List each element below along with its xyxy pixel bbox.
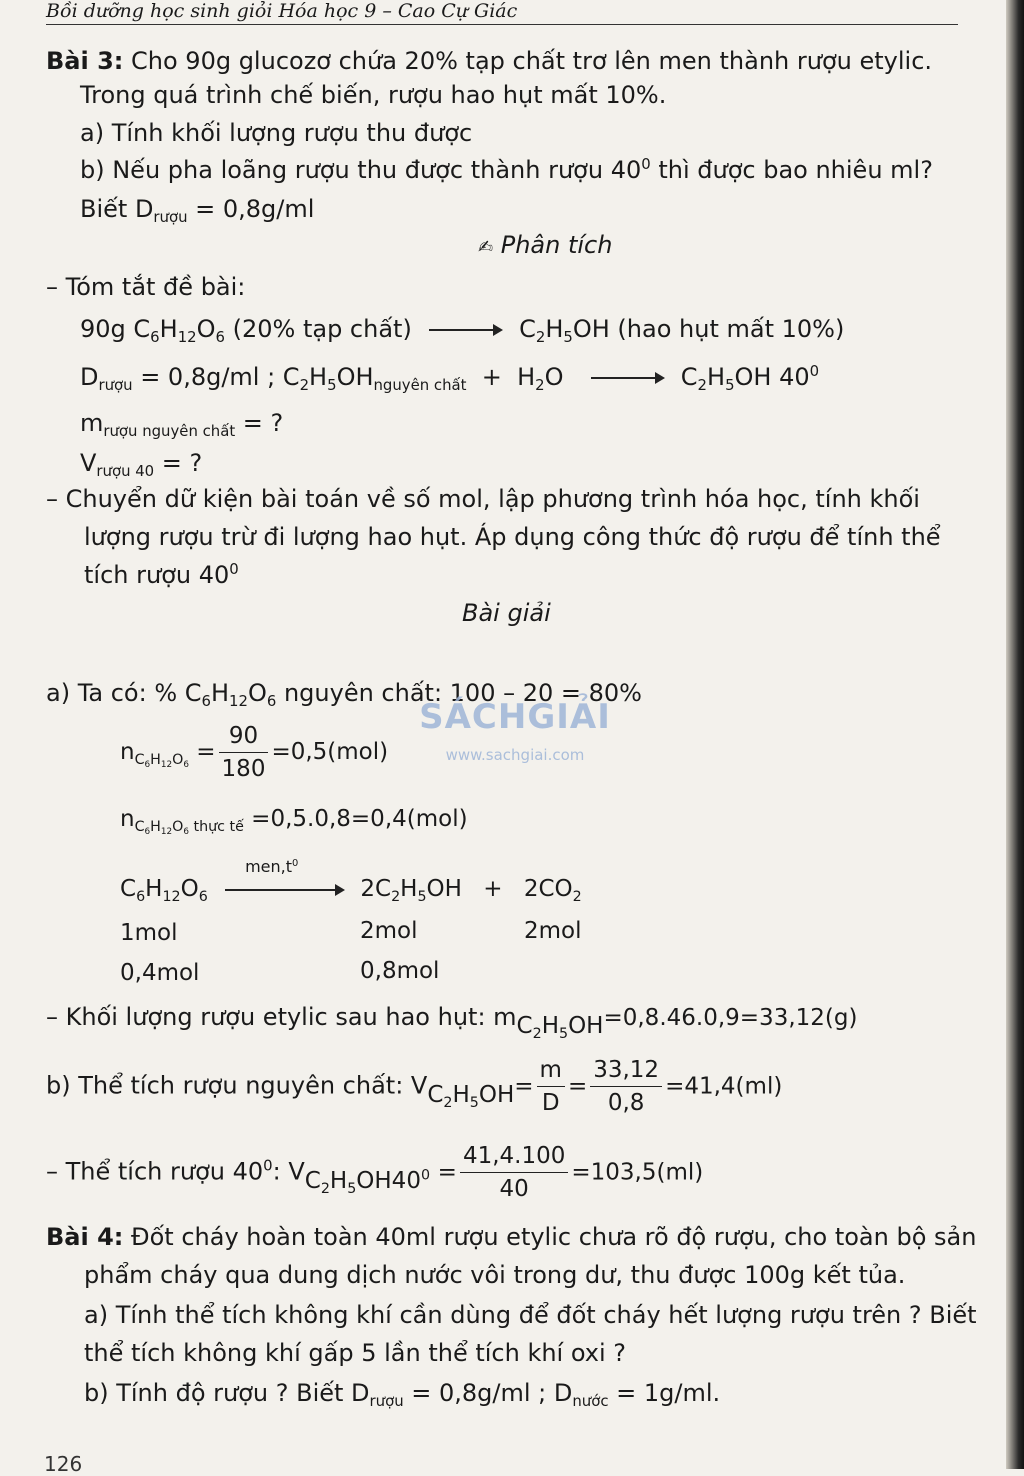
b-d: D bbox=[541, 1090, 560, 1116]
watermark-url: www.sachgiai.com bbox=[445, 746, 585, 764]
mass-pre: – Khối lượng rượu etylic sau hao hụt: m bbox=[46, 1003, 517, 1031]
solution-title: Bài giải bbox=[462, 599, 551, 627]
p3-sup: 0 bbox=[229, 560, 239, 579]
page-number: 126 bbox=[44, 1452, 83, 1476]
n2-result: =0,5.0,8=0,4(mol) bbox=[251, 806, 468, 832]
rx-arrow-wrap bbox=[215, 857, 353, 904]
m-post: = ? bbox=[235, 409, 284, 437]
rx-condition bbox=[245, 852, 298, 882]
bai3-line2: Trong quá trình chế biến, rượu hao hụt mất 10%. bbox=[80, 81, 667, 109]
summary-volume bbox=[80, 448, 203, 481]
bai4-question-b: b) Tính độ rượu ? Biết $D_{rượu} = 0,8g/ml$ ; $D_{nước} = 1g/ml$. bbox=[84, 1379, 721, 1411]
watermark-logo: SÁCHGIẢI bbox=[419, 697, 611, 737]
analysis-title: Phân tích bbox=[500, 231, 613, 259]
c-sup: 0 bbox=[263, 1156, 273, 1175]
summary-line2 bbox=[80, 362, 820, 395]
density-sub: rượu bbox=[153, 208, 188, 227]
bai4-text1: Đốt cháy hoàn toàn 40ml rượu etylic chưa rõ độ rượu, cho toàn bộ sản bbox=[131, 1223, 977, 1251]
m-pre: m bbox=[80, 409, 104, 437]
qb-pre: b) Nếu pha loãng rượu thu được thành rượu 40 bbox=[80, 156, 642, 184]
summary-mass bbox=[80, 408, 284, 441]
qb-sup: 0 bbox=[641, 155, 651, 174]
n1-num: 90 bbox=[219, 720, 269, 753]
mol-row1-c1: 1mol bbox=[120, 920, 178, 946]
reaction-arrow-icon bbox=[225, 889, 343, 891]
bai3-question-a: a) Tính khối lượng rượu thu được bbox=[80, 119, 473, 147]
c-mid: : V bbox=[272, 1157, 305, 1186]
bai3-label: Bài 3: bbox=[46, 47, 124, 75]
c-num: 41,4.100 bbox=[460, 1140, 568, 1173]
bai3-line1 bbox=[46, 46, 932, 76]
summary-line1 bbox=[80, 314, 845, 347]
b-eq: = bbox=[514, 1073, 534, 1100]
mol-row1-c3: 2mol bbox=[524, 918, 582, 944]
analysis-summary: – Tóm tắt đề bài: bbox=[46, 273, 246, 301]
volume-40: – Thể tích rượu $40^0$: $V_{C_2H_5OH40^0}$ = $\frac{41,4.100}{40}$ =103,5(ml) bbox=[46, 1140, 703, 1205]
analysis-p1: – Chuyển dữ kiện bài toán về số mol, lập phương trình hóa học, tính khối bbox=[46, 485, 920, 513]
m-sub: rượu nguyên chất bbox=[103, 422, 236, 441]
rx-cond-sup: 0 bbox=[292, 858, 299, 870]
solution-a-line: a) Ta có: % $C_6H_{12}O_6$ nguyên chất: 100 – 20 = 80% bbox=[46, 679, 642, 711]
rx-plus: + bbox=[483, 876, 503, 902]
bai4-question-a1: a) Tính thể tích không khí cần dùng để đốt cháy hết lượng rượu trên ? Biết bbox=[84, 1301, 977, 1329]
mol-row2-c2: 0,8mol bbox=[360, 958, 440, 984]
bai4-line2: phẩm cháy qua dung dịch nước vôi trong dư, thu được 100g kết tủa. bbox=[84, 1261, 906, 1289]
p3-pre: tích rượu 40 bbox=[84, 561, 230, 589]
reaction-arrow-icon bbox=[591, 377, 663, 379]
s1-right: $C_2H_5OH$ (hao hụt mất 10%) bbox=[519, 315, 845, 347]
analysis-heading bbox=[478, 230, 612, 263]
moles-actual: $n_{C_6H_{12}O_6 thực tế} =0,5.0,8=0,4(mol)$ bbox=[120, 806, 468, 838]
b-fraction-values bbox=[590, 1054, 662, 1119]
c-den: 40 bbox=[499, 1176, 529, 1202]
b-result: =41,4(ml) bbox=[665, 1073, 783, 1100]
reaction-arrow-icon bbox=[429, 329, 501, 331]
bai3-text1: Cho 90g glucozơ chứa 20% tạp chất trơ lên men thành rượu etylic. bbox=[131, 47, 933, 75]
reaction-equation bbox=[120, 857, 582, 905]
n1-result: =0,5(mol) bbox=[271, 739, 389, 765]
v-pre: V bbox=[80, 449, 97, 477]
bai4-question-a2: thể tích không khí gấp 5 lần thể tích khí oxi ? bbox=[84, 1339, 627, 1367]
mass-post: =0,8.46.0,9=33,12(g) bbox=[603, 1005, 858, 1031]
page-header: Bồi dưỡng học sinh giỏi Hóa học 9 – Cao Cự Giác bbox=[46, 0, 958, 25]
analysis-p2: lượng rượu trừ đi lượng hao hụt. Áp dụng công thức độ rượu để tính thể bbox=[84, 523, 941, 551]
bai4-label: Bài 4: bbox=[46, 1223, 124, 1251]
s2-left: $D_{rượu} = 0,8g/ml$ ; $C_2H_5OH_{nguyên chất} + H_2O$ bbox=[80, 363, 564, 395]
rx-cond-text: men,t bbox=[245, 857, 293, 876]
volume-pure: b) Thể tích rượu nguyên chất: $V_{C_2H_5OH}=$ $\frac{m}{D}$ = $\frac{33,12}{0,8}$ =41,4(ml) bbox=[46, 1054, 782, 1119]
bai4-line1 bbox=[46, 1222, 976, 1252]
mol-row1-c2: 2mol bbox=[360, 918, 418, 944]
mass-after-loss: – Khối lượng rượu etylic sau hao hụt: $m_{C_2H_5OH}=0,8.46.0,9=33,12(g)$ bbox=[46, 1003, 858, 1043]
bai3-question-b bbox=[80, 155, 933, 185]
c-result: =103,5(ml) bbox=[571, 1159, 704, 1186]
b-den: 0,8 bbox=[607, 1090, 645, 1116]
c-fraction bbox=[460, 1140, 568, 1205]
n2-sub-extra: thực tế bbox=[193, 818, 244, 835]
b-fraction-md bbox=[537, 1054, 565, 1119]
n1-den: 180 bbox=[221, 756, 266, 782]
mol-row2-c1: 0,4mol bbox=[120, 960, 200, 986]
s2-right: $C_2H_5OH$ $40^0$ bbox=[680, 362, 820, 395]
v-post: = ? bbox=[154, 449, 203, 477]
rx-left: $C_6H_{12}O_6$ bbox=[120, 876, 208, 905]
b-m: m bbox=[537, 1054, 565, 1087]
watermark bbox=[410, 697, 620, 765]
v-sub: rượu 40 bbox=[96, 462, 155, 481]
b-num: 33,12 bbox=[590, 1054, 662, 1087]
analysis-p3 bbox=[84, 560, 239, 590]
c-pre: – Thể tích rượu 40 bbox=[46, 1157, 264, 1186]
rx-product1: $2C_2H_5OH$ bbox=[360, 876, 462, 905]
density-post: = 0,8g/ml bbox=[187, 195, 315, 223]
moles-glucose: $n_{C_6H_{12}O_6}$ = $\frac{90}{180}$ =0,5(mol) bbox=[120, 720, 388, 785]
qb-post: thì được bao nhiêu ml? bbox=[650, 156, 933, 184]
page-edge bbox=[1006, 0, 1024, 1469]
n1-label: n bbox=[120, 739, 135, 765]
bai4-qb-text: b) Tính độ rượu ? Biết D bbox=[84, 1379, 370, 1407]
s1-left: 90g $C_6H_{12}O_6$ (20% tạp chất) bbox=[80, 315, 412, 347]
b-pre: b) Thể tích rượu nguyên chất: V bbox=[46, 1071, 428, 1100]
density-pre: Biết D bbox=[80, 195, 154, 223]
rx-product2: $2CO_2$ bbox=[523, 876, 582, 905]
bai3-density bbox=[80, 194, 315, 227]
n1-fraction bbox=[219, 720, 269, 785]
n2-label: n bbox=[120, 806, 135, 832]
pen-icon: ✍ bbox=[478, 237, 494, 258]
